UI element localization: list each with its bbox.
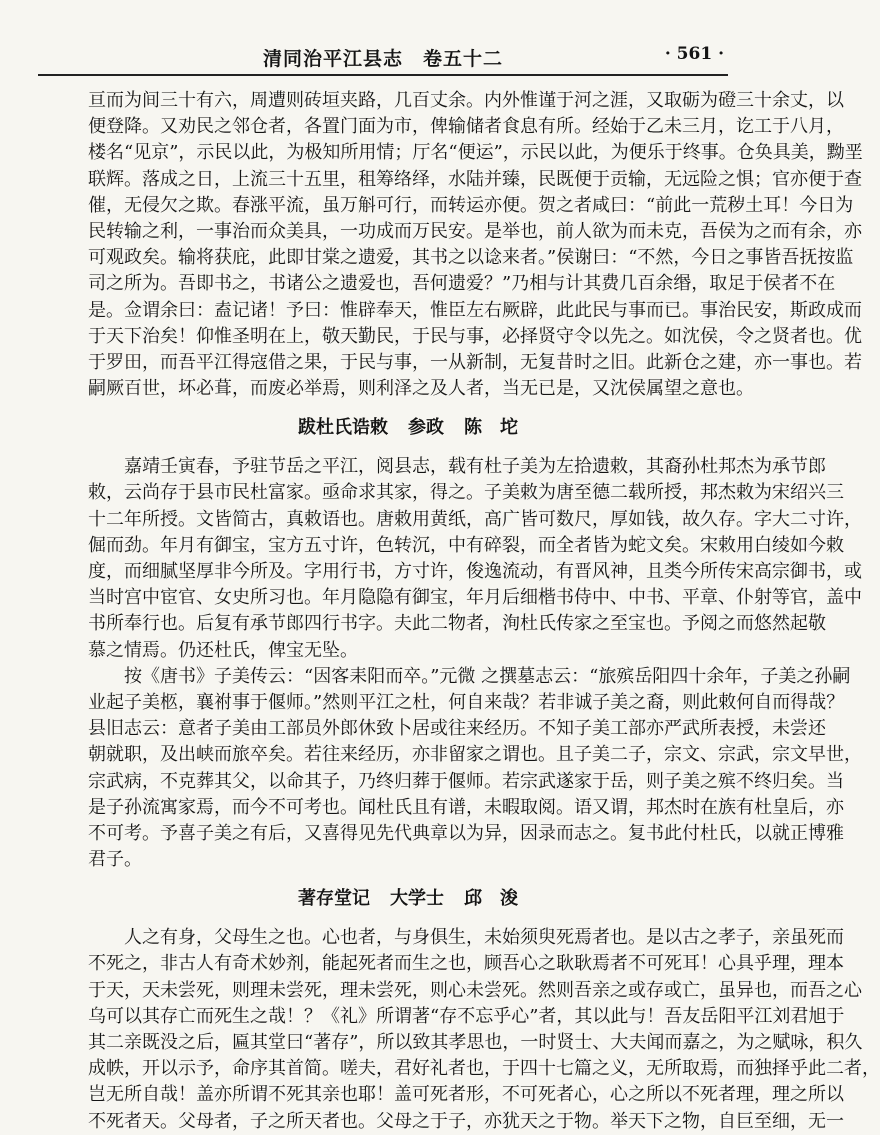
- text-line: 于天下治矣！仰惟圣明在上，敬天勤民，于民与事，必择贤守令以先之。如沈侯，令之贤者也。优: [88, 325, 862, 347]
- text-line: 联辉。落成之日，上流三十五里，租筹络绎，水陆并臻，民既便于贡输，无远险之惧；官亦便于查: [88, 168, 862, 190]
- text-line: 县旧志云：意者子美由工部员外郎休致卜居或往来经历。不知子美工部亦严武所表授，未尝还: [88, 718, 826, 740]
- page-number: · 561 ·: [664, 44, 724, 64]
- text-line: 民转输之利，一事治而众美具，一功成而万民安。是举也，前人欲为而未克，吾侯为之而有余，亦: [88, 220, 862, 242]
- text-line: 亘而为间三十有六，周遭则砖垣夹路，几百丈余。内外惟谨于河之涯，又取砺为磴三十余丈，以: [88, 90, 844, 111]
- text-line: 于罗田，而吾平江得寇借之果，于民与事，一从新制，无复昔时之旧。此新仓之建，亦一事也。若: [88, 351, 862, 373]
- heading-title: 跋杜氏诰敕: [298, 417, 388, 439]
- running-title: 清同治平江县志 卷五十二: [262, 48, 503, 70]
- text-line: 宗武病，不克葬其父，以命其子，乃终归葬于偃师。若宗武遂家于岳，则子美之殡不终归矣。当: [88, 770, 844, 792]
- text-line: 度，而细腻坚厚非今所及。字用行书，方寸许，俊逸流动，有晋风神，且类今所传宋高宗御书，或: [88, 561, 862, 582]
- heading-role: 参政: [408, 417, 444, 439]
- text-line: 其二亲既没之后，匾其堂曰“著存”，所以致其孝思也，一时贤士、大夫闻而嘉之，为之赋咏，积久: [88, 1032, 863, 1053]
- text-line: 乌可以其存亡而死生之哉！？《礼》所谓著“存不忘乎心”者，其以此与！吾友岳阳平江刘君旭于: [88, 1005, 845, 1027]
- text-line: 岂无所自哉！盖亦所谓不死其亲也耶！盖可死者形，不可死者心，心之所以不死者理，理之所以: [88, 1084, 844, 1106]
- text-line: 成帙，开以示予，命序其首简。嗟夫，君好礼者也，于四十七篇之义，无所取焉，而独择乎此二者，: [88, 1058, 880, 1080]
- text-line: 是。佥谓余曰：盍记诸！予曰：惟辟奉天，惟臣左右厥辟，此此民与事而已。事治民安，斯政成而: [88, 299, 862, 321]
- heading-author: 陈 坨: [464, 417, 518, 439]
- text-line: 十二年所授。文皆简古，真敕语也。唐敕用黄纸，高广皆可数尺，厚如钱，故久存。字大二寸许，: [88, 508, 862, 530]
- page-header: [38, 34, 728, 76]
- text-line: 嗣厥百世，坏必葺，而废必举焉，则利泽之及人者，当无已是，又沈侯属望之意也。: [88, 378, 754, 400]
- text-line: 楼名“见京”，示民以此，为极知所用情；厅名“便运”，示民以此，为便乐于终事。仓奂具美，黝垩: [88, 142, 863, 164]
- text-line: 不死者天。父母者，子之所天者也。父母之于子，亦犹天之于物。举天下之物，自巨至细，无一: [88, 1110, 844, 1132]
- text-line: 书所奉行也。后复有承节郎四行书字。夫此二物者，洵杜氏传家之至宝也。予阅之而悠然起敬: [88, 613, 826, 635]
- section-heading: [88, 873, 728, 925]
- text-line: 便登降。又劝民之邻仓者，各置门面为市，俾输储者食息有所。经始于乙未三月，讫工于八月，: [88, 116, 844, 138]
- heading-author: 邱 浚: [464, 888, 518, 910]
- text-line: 朝就职，及出峡而旅卒矣。若往来经历，亦非留家之谓也。且子美二子，宗文、宗武，宗文早世，: [88, 744, 862, 766]
- text-line: 于天，天未尝死，则理未尝死，理未尝死，则心未尝死。然则吾亲之或存或亡，虽异也，而吾之心: [88, 979, 862, 1001]
- page-body: [88, 88, 880, 1135]
- text-line: 嘉靖壬寅春，予驻节岳之平江，阅县志，载有杜子美为左拾遗敕，其裔孙杜邦杰为承节郎: [124, 456, 826, 478]
- text-line: 人之有身，父母生之也。心也者，与身俱生，未始须臾死焉者也。是以古之孝子，亲虽死而: [124, 927, 844, 949]
- header-rule: [38, 74, 728, 76]
- text-line: 慕之情焉。仍还杜氏，俾宝无坠。: [88, 639, 358, 661]
- heading-role: 大学士: [390, 888, 444, 910]
- text-line: 可观政矣。输将获庇，此即甘棠之遗爱，其书之以谂来者。”侯谢曰：“不然，今日之事皆吾抚按监: [88, 247, 854, 269]
- text-line: 业起子美柩，襄祔事于偃师。”然则平江之杜，何自来哉？若非诚子美之裔，则此敕何自而得哉？: [88, 691, 845, 713]
- text-line: 是子孙流寓家焉，而今不可考也。闻杜氏且有谱，未暇取阅。语又谓，邦杰时在族有杜皇后，亦: [88, 796, 844, 818]
- text-line: 君子。: [88, 849, 142, 871]
- section-heading: [88, 402, 728, 454]
- heading-title: 著存堂记: [298, 888, 370, 910]
- text-line: 司之所为。吾即书之，书诸公之遗爱也，吾何遗爱？”乃相与计其费几百余缗，取足于侯者不在: [88, 273, 836, 295]
- text-line: 敕，云尚存于县市民杜富家。亟命求其家，得之。子美敕为唐至德二载所授，邦杰敕为宋绍兴三: [88, 482, 844, 504]
- text-line: 催，无侵欠之欺。春涨平流，虽万斛可行，而转运亦便。贺之者咸曰：“前此一荒秽土耳！今日为: [88, 194, 854, 216]
- text-line: 倔而劲。年月有御宝，宝方五寸许，色转沉，中有碎裂，而全者皆为蛇文矣。宋敕用白绫如今敕: [88, 534, 844, 556]
- text-line: 按《唐书》子美传云：“因客耒阳而卒。”元微 之撰墓志云：“旅殡岳阳四十余年，子美之孙嗣: [124, 665, 851, 687]
- text-line: 不死之，非古人有奇术妙剂，能起死者而生之也，顾吾心之耿耿焉者不可死耳！心具乎理，理本: [88, 953, 844, 975]
- text-line: 不可考。予喜子美之有后，又喜得见先代典章以为异，因录而志之。复书此付杜氏，以就正博雅: [88, 822, 844, 844]
- text-line: 当时宫中宦官、女史所习也。年月隐隐有御宝，年月后细楷书侍中、中书、平章、仆射等官，盖中: [88, 587, 862, 609]
